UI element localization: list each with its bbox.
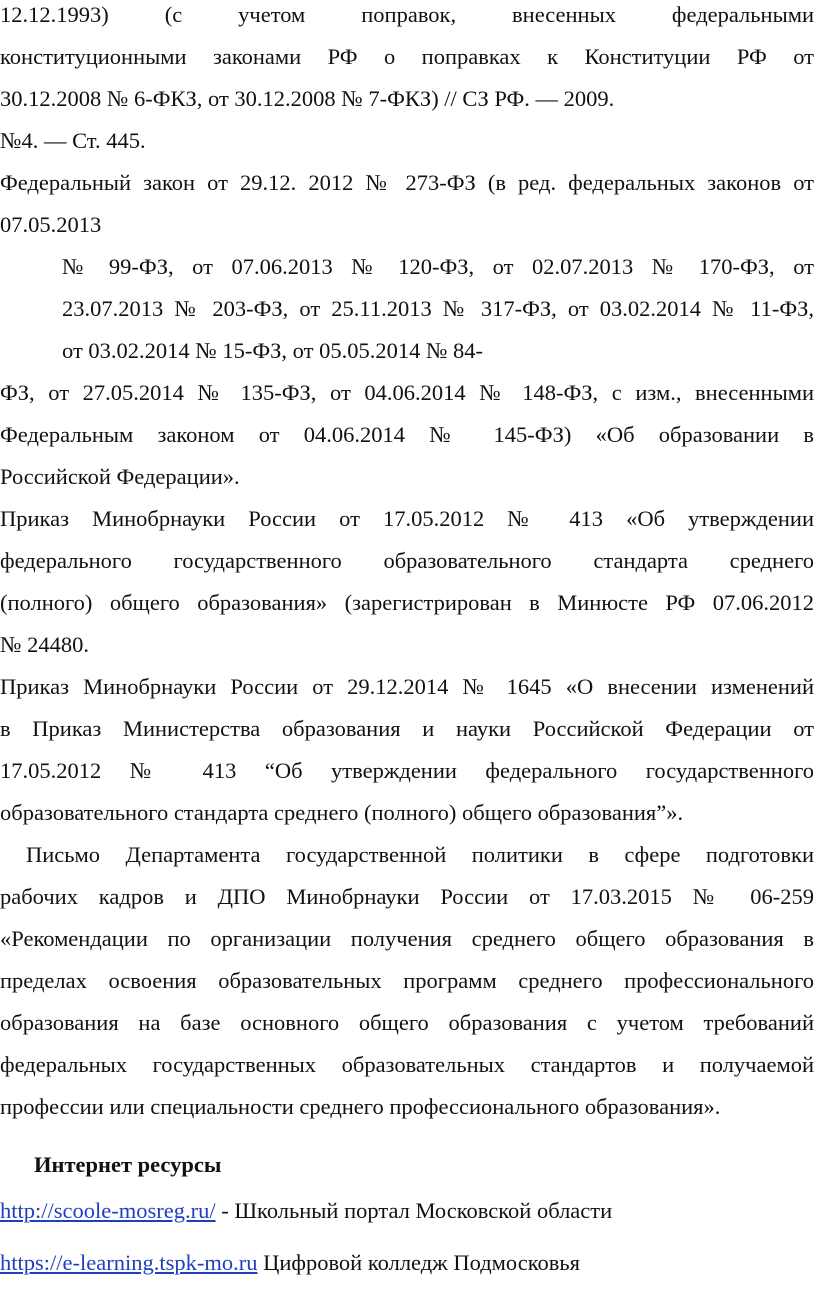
text-line: в Приказ Министерства образования и науки Российской Федерации от <box>0 716 814 741</box>
text-line: пределах освоения образовательных программ среднего профессионального <box>0 968 814 993</box>
resource-description: Цифровой колледж Подмосковья <box>257 1250 580 1275</box>
text-line: 07.05.2013 <box>0 212 102 237</box>
text-line: Письмо Департамента государственной политики в сфере подготовки <box>26 842 814 867</box>
text-line: 17.05.2012 № 413 “Об утверждении федерального государственного <box>0 758 814 783</box>
text-line: Федеральный закон от 29.12. 2012 № 273-ФЗ (в ред. федеральных законов от <box>0 170 814 195</box>
resource-item <box>0 1196 814 1226</box>
text-line: образования на базе основного общего образования с учетом требований <box>0 1010 814 1035</box>
text-line: Приказ Минобрнауки России от 17.05.2012 № 413 «Об утверждении <box>0 506 814 531</box>
resource-description: - Школьный портал Московской области <box>215 1198 613 1223</box>
text-line: (полного) общего образования» (зарегистрирован в Минюсте РФ 07.06.2012 <box>0 590 814 615</box>
text-line: профессии или специальности среднего профессионального образования». <box>0 1094 721 1119</box>
text-line: федерального государственного образовательного стандарта среднего <box>0 548 814 573</box>
text-line: Российской Федерации». <box>0 464 240 489</box>
text-line: №4. — Ст. 445. <box>0 128 146 153</box>
text-line: № 24480. <box>0 632 89 657</box>
resource-link[interactable]: http://scoole-mosreg.ru/ <box>0 1198 216 1223</box>
text-line: от 03.02.2014 № 15-ФЗ, от 05.05.2014 № 84- <box>62 338 484 363</box>
text-line: федеральных государственных образовательных стандартов и получаемой <box>0 1052 814 1077</box>
text-line: № 99-ФЗ, от 07.06.2013 № 120-ФЗ, от 02.07.2013 № 170-ФЗ, от <box>62 254 814 279</box>
text-line: Приказ Минобрнауки России от 29.12.2014 № 1645 «О внесении изменений <box>0 674 814 699</box>
text-line: 23.07.2013 № 203-ФЗ, от 25.11.2013 № 317-ФЗ, от 03.02.2014 № 11-ФЗ, <box>62 296 814 321</box>
text-line: рабочих кадров и ДПО Минобрнауки России от 17.03.2015 № 06-259 <box>0 884 814 909</box>
text-line: Федеральным законом от 04.06.2014 № 145-ФЗ) «Об образовании в <box>0 422 814 447</box>
internet-resources-heading: Интернет ресурсы <box>34 1152 222 1177</box>
resource-link[interactable]: https://e-learning.tspk-mo.ru <box>0 1250 258 1275</box>
text-line: 12.12.1993) (с учетом поправок, внесенных федеральными <box>0 2 814 27</box>
text-line: 30.12.2008 № 6-ФКЗ, от 30.12.2008 № 7-ФКЗ) // СЗ РФ. — 2009. <box>0 86 615 111</box>
text-line: «Рекомендации по организации получения среднего общего образования в <box>0 926 814 951</box>
text-line: образовательного стандарта среднего (полного) общего образования”». <box>0 800 684 825</box>
text-line: конституционными законами РФ о поправках к Конституции РФ от <box>0 44 814 69</box>
resource-item <box>0 1248 814 1278</box>
text-line: ФЗ, от 27.05.2014 № 135-ФЗ, от 04.06.2014 № 148-ФЗ, с изм., внесенными <box>0 380 814 405</box>
